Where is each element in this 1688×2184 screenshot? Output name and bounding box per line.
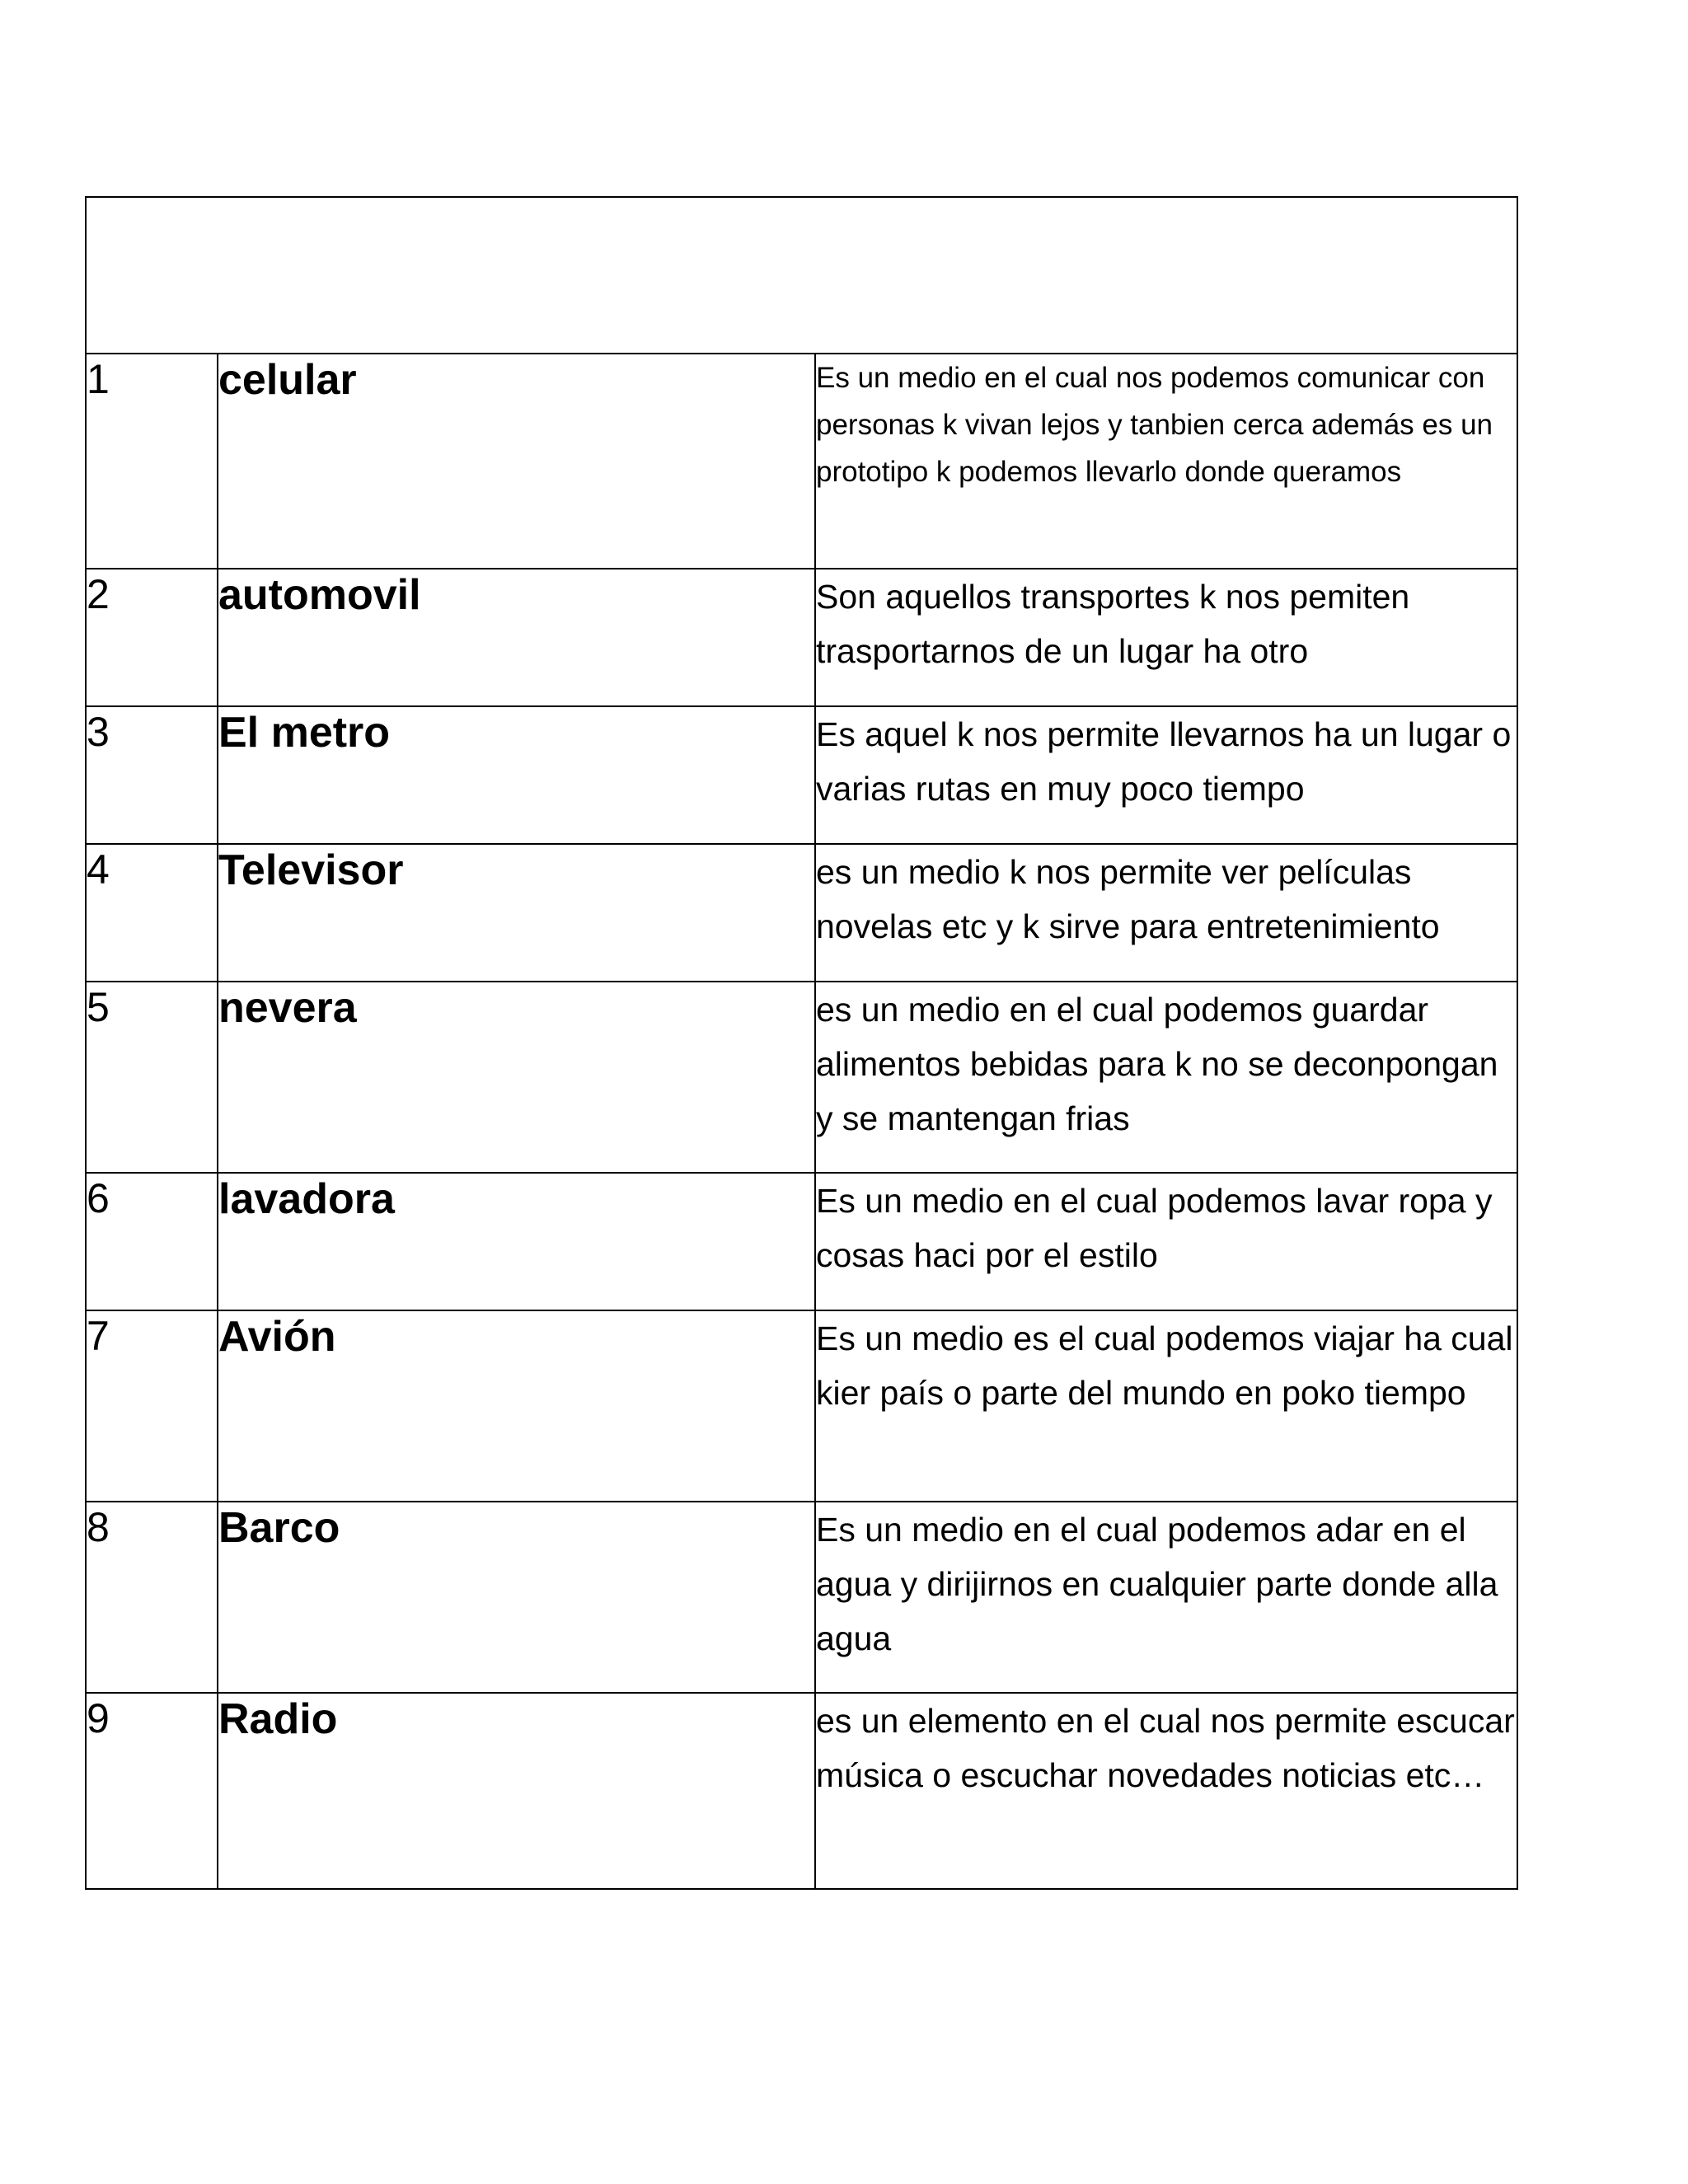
item-name: lavadora: [218, 1173, 815, 1310]
row-number: 3: [86, 706, 218, 844]
row-number: 6: [86, 1173, 218, 1310]
item-name: automovil: [218, 569, 815, 706]
row-number: 5: [86, 982, 218, 1173]
item-description: Es un medio en el cual podemos lavar ropa y cosas haci por el estilo: [815, 1173, 1517, 1310]
item-name: Avión: [218, 1310, 815, 1502]
row-number: 1: [86, 354, 218, 569]
table-row: [86, 354, 1517, 569]
table-row: [86, 982, 1517, 1173]
item-name: Radio: [218, 1693, 815, 1889]
table-row: [86, 844, 1517, 982]
item-name: nevera: [218, 982, 815, 1173]
item-description: es un elemento en el cual nos permite escucar música o escuchar novedades noticias etc…: [815, 1693, 1517, 1889]
item-name: celular: [218, 354, 815, 569]
item-description: es un medio k nos permite ver películas novelas etc y k sirve para entretenimiento: [815, 844, 1517, 982]
table-row: [86, 1173, 1517, 1310]
row-number: 7: [86, 1310, 218, 1502]
empty-header-cell: [86, 197, 1517, 354]
item-name: El metro: [218, 706, 815, 844]
table-row: [86, 1310, 1517, 1502]
row-number: 4: [86, 844, 218, 982]
empty-header-row: [86, 197, 1517, 354]
table-row: [86, 706, 1517, 844]
item-description: Son aquellos transportes k nos pemiten trasportarnos de un lugar ha otro: [815, 569, 1517, 706]
item-description: es un medio en el cual podemos guardar alimentos bebidas para k no se deconpongan y se mantengan frias: [815, 982, 1517, 1173]
item-description: Es un medio en el cual nos podemos comunicar con personas k vivan lejos y tanbien cerca además es un prototipo k podemos llevarlo donde queramos: [815, 354, 1517, 569]
item-name: Barco: [218, 1502, 815, 1693]
items-table: [85, 196, 1518, 1890]
row-number: 9: [86, 1693, 218, 1889]
row-number: 2: [86, 569, 218, 706]
table-row: [86, 569, 1517, 706]
item-description: Es un medio en el cual podemos adar en el agua y dirijirnos en cualquier parte donde alla agua: [815, 1502, 1517, 1693]
row-number: 8: [86, 1502, 218, 1693]
item-name: Televisor: [218, 844, 815, 982]
table-row: [86, 1693, 1517, 1889]
table-row: [86, 1502, 1517, 1693]
item-description: Es aquel k nos permite llevarnos ha un lugar o varias rutas en muy poco tiempo: [815, 706, 1517, 844]
item-description: Es un medio es el cual podemos viajar ha cual kier país o parte del mundo en poko tiempo: [815, 1310, 1517, 1502]
